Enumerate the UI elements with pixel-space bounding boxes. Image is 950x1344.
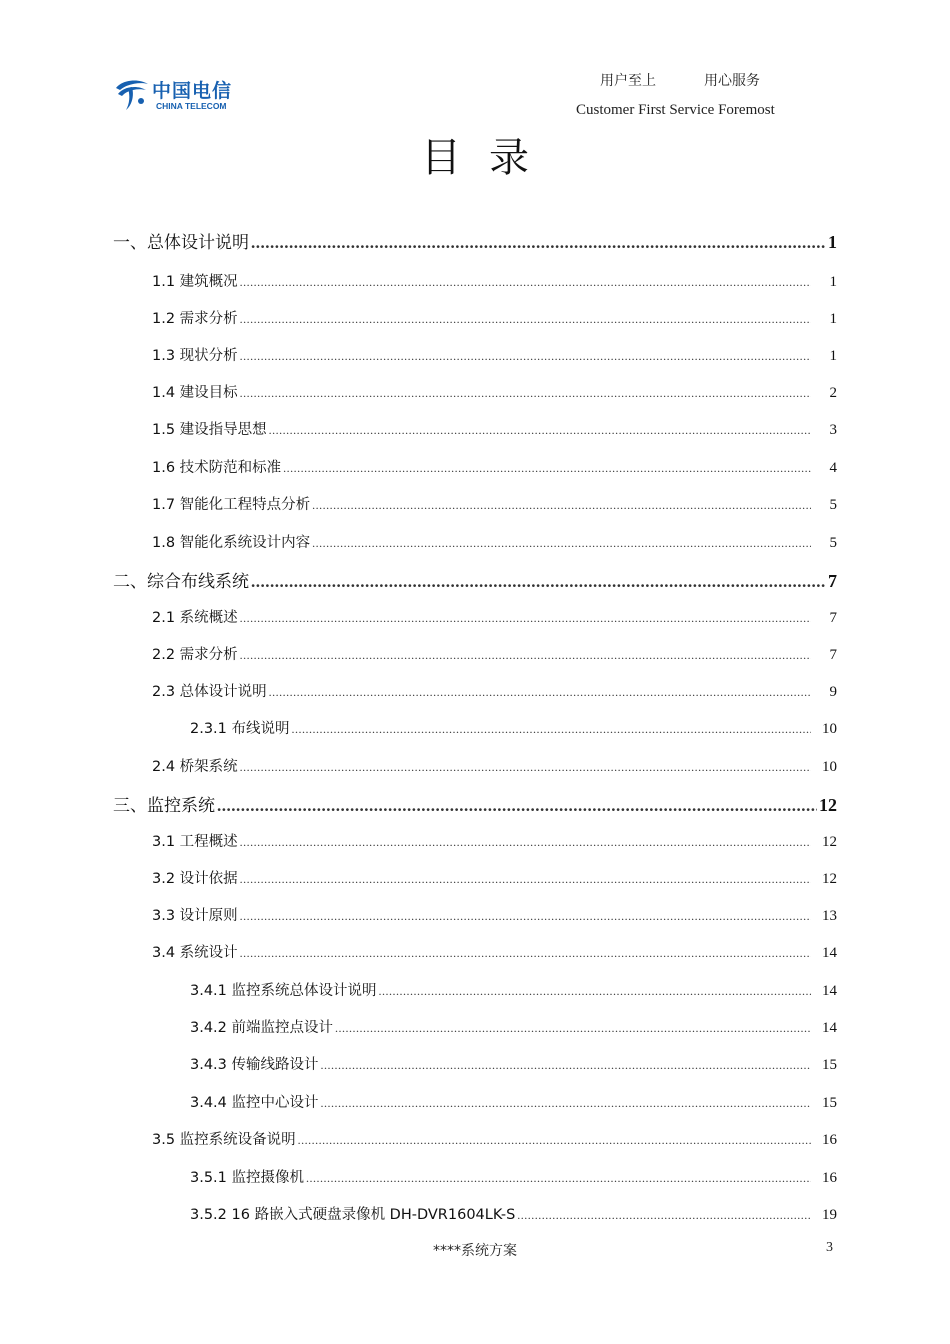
toc-entry-page: 4 <box>829 460 837 476</box>
toc-entry[interactable] <box>190 1016 837 1037</box>
toc-entry-label: 2.3 总体设计说明 <box>152 684 267 700</box>
toc-entry[interactable] <box>152 904 837 925</box>
toc-entry-page: 1 <box>829 311 837 327</box>
toc-entry[interactable] <box>190 1203 837 1224</box>
toc-leader-dots <box>240 312 811 327</box>
toc-entry-page: 1 <box>829 274 837 290</box>
toc-entry[interactable] <box>152 680 837 701</box>
toc-entry[interactable] <box>152 531 837 552</box>
toc-entry-page: 14 <box>822 945 837 961</box>
toc-entry[interactable] <box>152 830 837 851</box>
toc-leader-dots <box>312 536 811 551</box>
toc-entry-label: 2.4 桥架系统 <box>152 759 238 775</box>
toc-entry-label: 1.2 需求分析 <box>152 311 238 327</box>
slogan-part-b: 用心服务 <box>704 73 760 89</box>
page-title: 目录 <box>421 135 557 181</box>
toc-entry-label: 3.4 系统设计 <box>152 945 238 961</box>
toc-leader-dots <box>240 872 811 887</box>
logo-english-name: CHINA TELECOM <box>156 101 227 111</box>
toc-entry[interactable] <box>152 493 837 514</box>
toc-entry-page: 3 <box>829 422 837 438</box>
toc-leader-dots <box>269 685 811 700</box>
china-telecom-logo <box>112 74 252 116</box>
toc-entry-page: 1 <box>829 348 837 364</box>
toc-entry-label: 3.5.1 监控摄像机 <box>190 1170 305 1186</box>
toc-entry-label: 2.2 需求分析 <box>152 647 238 663</box>
toc-entry-label: 3.5.2 16 路嵌入式硬盘录像机 DH-DVR1604LK-S <box>190 1207 516 1223</box>
toc-entry-label: 3.3 设计原则 <box>152 908 238 924</box>
toc-entry[interactable] <box>152 867 837 888</box>
toc-leader-dots <box>240 760 811 775</box>
toc-entry-page: 12 <box>819 795 837 815</box>
toc-entry[interactable] <box>190 717 837 738</box>
toc-leader-dots <box>240 648 811 663</box>
toc-entry-label: 3.2 设计依据 <box>152 871 238 887</box>
toc-entry-page: 7 <box>829 647 837 663</box>
toc-entry[interactable] <box>113 791 837 816</box>
toc-entry[interactable] <box>152 307 837 328</box>
toc-entry-label: 3.4.3 传输线路设计 <box>190 1057 319 1073</box>
toc-entry-page: 5 <box>829 535 837 551</box>
toc-leader-dots <box>335 1021 811 1036</box>
toc-leader-dots <box>251 233 826 253</box>
logo-chinese-name: 中国电信 <box>152 80 233 102</box>
toc-entry-label: 1.7 智能化工程特点分析 <box>152 497 311 513</box>
toc-entry-label: 3.4.4 监控中心设计 <box>190 1095 319 1111</box>
toc-entry-label: 2.1 系统概述 <box>152 610 238 626</box>
slogan-english: Customer First Service Foremost <box>576 102 775 118</box>
toc-entry-page: 13 <box>822 908 837 924</box>
toc-leader-dots <box>379 984 811 999</box>
toc-leader-dots <box>321 1096 811 1111</box>
toc-entry-page: 1 <box>828 232 837 252</box>
toc-entry-page: 15 <box>822 1057 837 1073</box>
toc-entry-label: 3.4.2 前端监控点设计 <box>190 1020 334 1036</box>
toc-entry-label: 1.3 现状分析 <box>152 348 238 364</box>
toc-entry-page: 7 <box>829 610 837 626</box>
footer-document-name: ****系统方案 <box>433 1243 517 1259</box>
toc-entry-label: 1.8 智能化系统设计内容 <box>152 535 311 551</box>
toc-leader-dots <box>240 946 811 961</box>
toc-entry-label: 3.5 监控系统设备说明 <box>152 1132 296 1148</box>
toc-entry[interactable] <box>190 979 837 1000</box>
toc-entry[interactable] <box>113 567 837 592</box>
toc-leader-dots <box>240 835 811 850</box>
toc-entry[interactable] <box>152 270 837 291</box>
toc-entry[interactable] <box>190 1091 837 1112</box>
toc-leader-dots <box>240 349 811 364</box>
toc-entry[interactable] <box>113 228 837 253</box>
toc-entry-page: 10 <box>822 721 837 737</box>
toc-entry-label: 2.3.1 布线说明 <box>190 721 290 737</box>
toc-leader-dots <box>240 386 811 401</box>
footer-page-number: 3 <box>826 1240 833 1255</box>
toc-leader-dots <box>240 275 811 290</box>
toc-leader-dots <box>298 1133 811 1148</box>
toc-entry[interactable] <box>152 418 837 439</box>
toc-entry-page: 14 <box>822 1020 837 1036</box>
toc-entry-label: 3.1 工程概述 <box>152 834 238 850</box>
toc-entry-page: 12 <box>822 834 837 850</box>
toc-leader-dots <box>283 461 811 476</box>
toc-entry-page: 7 <box>828 571 837 591</box>
toc-entry-page: 12 <box>822 871 837 887</box>
toc-entry-page: 15 <box>822 1095 837 1111</box>
toc-leader-dots <box>517 1208 811 1223</box>
toc-entry-page: 19 <box>822 1207 837 1223</box>
toc-entry-label: 三、监控系统 <box>113 796 215 816</box>
toc-entry[interactable] <box>152 755 837 776</box>
toc-entry-label: 1.1 建筑概况 <box>152 274 238 290</box>
toc-entry[interactable] <box>152 1128 837 1149</box>
toc-entry[interactable] <box>190 1053 837 1074</box>
toc-leader-dots <box>251 572 826 592</box>
toc-entry-page: 14 <box>822 983 837 999</box>
toc-entry-page: 2 <box>829 385 837 401</box>
toc-leader-dots <box>269 423 811 438</box>
toc-entry-page: 16 <box>822 1170 837 1186</box>
toc-entry[interactable] <box>152 381 837 402</box>
toc-entry-label: 1.6 技术防范和标准 <box>152 460 282 476</box>
toc-entry-label: 3.4.1 监控系统总体设计说明 <box>190 983 377 999</box>
toc-entry[interactable] <box>152 606 837 627</box>
toc-leader-dots <box>312 498 811 513</box>
toc-entry-page: 9 <box>829 684 837 700</box>
toc-leader-dots <box>240 909 811 924</box>
toc-leader-dots <box>292 722 811 737</box>
toc-leader-dots <box>217 796 817 816</box>
toc-entry[interactable] <box>152 941 837 962</box>
slogan-part-a: 用户至上 <box>600 73 656 89</box>
toc-entry-label: 1.5 建设指导思想 <box>152 422 267 438</box>
slogan-chinese <box>600 70 760 90</box>
toc-leader-dots <box>306 1171 811 1186</box>
toc-entry-label: 1.4 建设目标 <box>152 385 238 401</box>
toc-entry[interactable] <box>152 643 837 664</box>
toc-leader-dots <box>240 611 811 626</box>
toc-entry-page: 5 <box>829 497 837 513</box>
china-telecom-emblem-icon <box>112 74 152 114</box>
toc-entry[interactable] <box>152 344 837 365</box>
toc-entry-page: 16 <box>822 1132 837 1148</box>
toc-entry-page: 10 <box>822 759 837 775</box>
toc-leader-dots <box>321 1058 811 1073</box>
toc-entry[interactable] <box>152 456 837 477</box>
toc-entry-label: 二、综合布线系统 <box>113 572 249 592</box>
toc-entry-label: 一、总体设计说明 <box>113 233 249 253</box>
toc-entry[interactable] <box>190 1166 837 1187</box>
